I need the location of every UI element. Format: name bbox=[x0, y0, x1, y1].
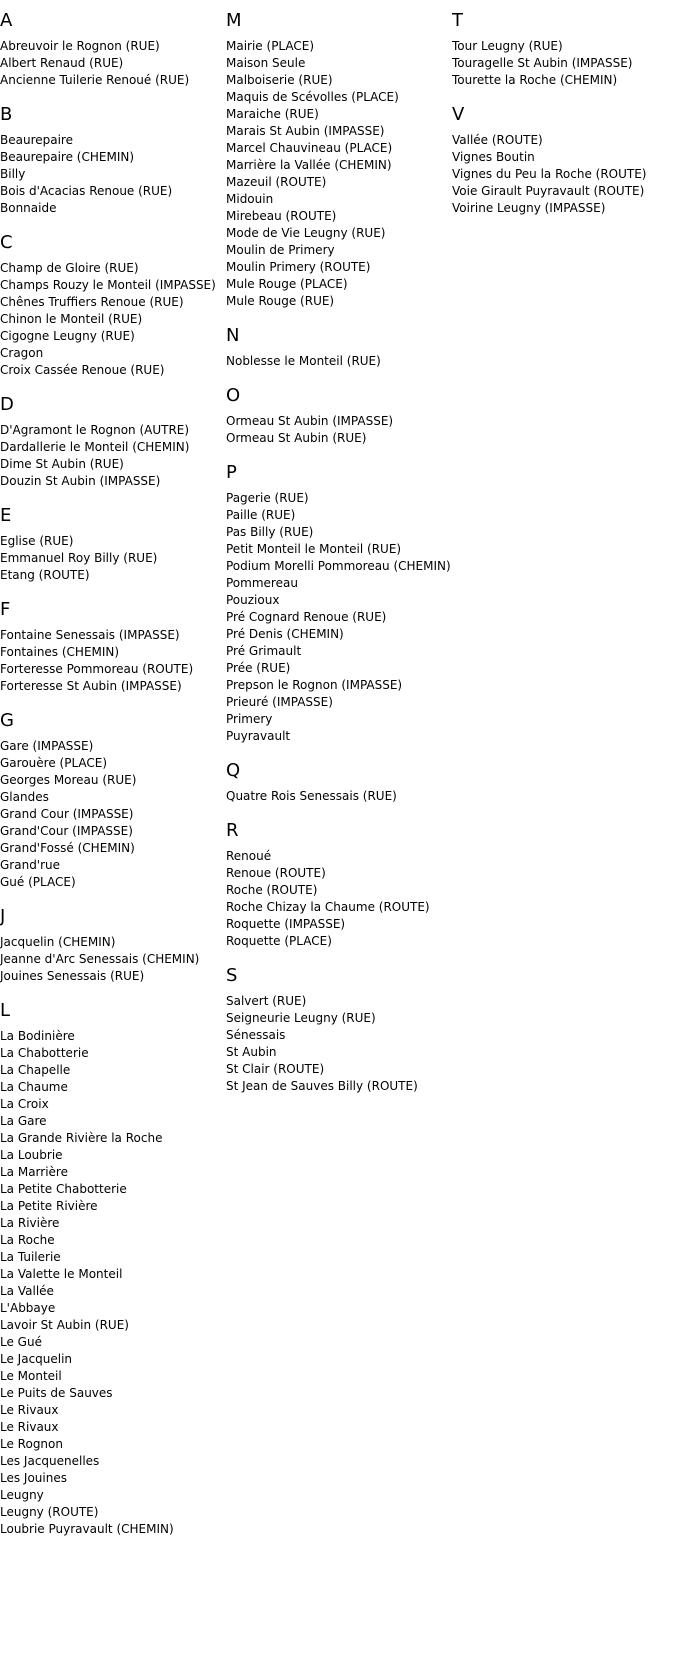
street-list bbox=[226, 993, 452, 1095]
street-link[interactable]: Grand Cour (IMPASSE) bbox=[0, 807, 134, 821]
index-column-3 bbox=[452, 8, 675, 230]
street-link[interactable]: Le Rivaux bbox=[0, 1403, 59, 1417]
street-link[interactable]: Croix Cassée Renoue (RUE) bbox=[0, 363, 165, 377]
street-link[interactable]: Paille (RUE) bbox=[226, 508, 296, 522]
street-link[interactable]: Tourette la Roche (CHEMIN) bbox=[452, 73, 618, 87]
street-link[interactable]: Pas Billy (RUE) bbox=[226, 525, 314, 539]
letter-section bbox=[226, 460, 452, 745]
street-link[interactable]: La Bodinière bbox=[0, 1029, 75, 1043]
street-link[interactable]: Renoue (ROUTE) bbox=[226, 866, 326, 880]
street-list bbox=[226, 848, 452, 950]
street-link[interactable]: Chinon le Monteil (RUE) bbox=[0, 312, 143, 326]
street-link[interactable]: Maraiche (RUE) bbox=[226, 107, 319, 121]
street-link[interactable]: Etang (ROUTE) bbox=[0, 568, 90, 582]
letter-heading: B bbox=[0, 104, 13, 125]
street-link[interactable]: Gué (PLACE) bbox=[0, 875, 76, 889]
index-column-2 bbox=[226, 8, 452, 1108]
street-link[interactable]: La Croix bbox=[0, 1097, 49, 1111]
street-list bbox=[0, 422, 226, 490]
street-link[interactable]: Maison Seule bbox=[226, 56, 306, 70]
street-link[interactable]: Fontaine Senessais (IMPASSE) bbox=[0, 628, 180, 642]
street-link[interactable]: Vignes du Peu la Roche (ROUTE) bbox=[452, 167, 647, 181]
street-link[interactable]: Noblesse le Monteil (RUE) bbox=[226, 354, 381, 368]
street-link[interactable]: Gare (IMPASSE) bbox=[0, 739, 94, 753]
street-list bbox=[226, 490, 452, 745]
street-link[interactable]: Prieuré (IMPASSE) bbox=[226, 695, 333, 709]
street-link[interactable]: Le Monteil bbox=[0, 1369, 62, 1383]
street-link[interactable]: Roquette (IMPASSE) bbox=[226, 917, 346, 931]
letter-section bbox=[0, 102, 226, 217]
street-link[interactable]: Renoué bbox=[226, 849, 272, 863]
street-link[interactable]: Pouzioux bbox=[226, 593, 280, 607]
letter-section bbox=[0, 230, 226, 379]
street-link[interactable]: Quatre Rois Senessais (RUE) bbox=[226, 789, 397, 803]
street-link[interactable]: Dardallerie le Monteil (CHEMIN) bbox=[0, 440, 190, 454]
street-link[interactable]: La Marrière bbox=[0, 1165, 68, 1179]
street-link[interactable]: Loubrie Puyravault (CHEMIN) bbox=[0, 1522, 174, 1536]
street-link[interactable]: Garouère (PLACE) bbox=[0, 756, 108, 770]
street-link[interactable]: Mirebeau (ROUTE) bbox=[226, 209, 337, 223]
street-link[interactable]: Douzin St Aubin (IMPASSE) bbox=[0, 474, 161, 488]
street-link[interactable]: Mode de Vie Leugny (RUE) bbox=[226, 226, 386, 240]
street-link[interactable]: St Jean de Sauves Billy (ROUTE) bbox=[226, 1079, 418, 1093]
street-list bbox=[0, 627, 226, 695]
street-link[interactable]: La Grande Rivière la Roche bbox=[0, 1131, 163, 1145]
street-link[interactable]: Eglise (RUE) bbox=[0, 534, 74, 548]
letter-section bbox=[226, 323, 452, 370]
street-list bbox=[226, 413, 452, 447]
street-link[interactable]: Le Puits de Sauves bbox=[0, 1386, 113, 1400]
street-link[interactable]: Lavoir St Aubin (RUE) bbox=[0, 1318, 129, 1332]
street-list bbox=[452, 132, 675, 217]
street-link[interactable]: Jouines Senessais (RUE) bbox=[0, 969, 145, 983]
street-link[interactable]: Forteresse Pommoreau (ROUTE) bbox=[0, 662, 194, 676]
street-link[interactable]: La Gare bbox=[0, 1114, 47, 1128]
street-list bbox=[0, 132, 226, 217]
street-link[interactable]: Abreuvoir le Rognon (RUE) bbox=[0, 39, 160, 53]
street-link[interactable]: La Chapelle bbox=[0, 1063, 71, 1077]
street-link[interactable]: Dime St Aubin (RUE) bbox=[0, 457, 124, 471]
letter-heading: V bbox=[452, 104, 465, 125]
letter-heading: O bbox=[226, 385, 241, 406]
street-link[interactable]: Bois d'Acacias Renoue (RUE) bbox=[0, 184, 173, 198]
street-link[interactable]: St Clair (ROUTE) bbox=[226, 1062, 325, 1076]
letter-heading: D bbox=[0, 394, 14, 415]
street-link[interactable]: Malboiserie (RUE) bbox=[226, 73, 333, 87]
street-link[interactable]: Le Rognon bbox=[0, 1437, 63, 1451]
street-link[interactable]: Pommereau bbox=[226, 576, 298, 590]
street-link[interactable]: Marcel Chauvineau (PLACE) bbox=[226, 141, 393, 155]
street-list bbox=[226, 788, 452, 805]
letter-heading: Q bbox=[226, 760, 241, 781]
street-link[interactable]: Le Gué bbox=[0, 1335, 42, 1349]
letter-section bbox=[0, 998, 226, 1538]
street-link[interactable]: La Valette le Monteil bbox=[0, 1267, 123, 1281]
street-list bbox=[452, 38, 675, 89]
street-link[interactable]: La Roche bbox=[0, 1233, 55, 1247]
street-link[interactable]: La Chaume bbox=[0, 1080, 68, 1094]
letter-section bbox=[0, 708, 226, 891]
letter-heading: M bbox=[226, 10, 242, 31]
letter-heading: P bbox=[226, 462, 237, 483]
letter-section bbox=[0, 392, 226, 490]
street-link[interactable]: La Rivière bbox=[0, 1216, 60, 1230]
street-link[interactable]: Primery bbox=[226, 712, 273, 726]
street-link[interactable]: Roche Chizay la Chaume (ROUTE) bbox=[226, 900, 430, 914]
street-link[interactable]: D'Agramont le Rognon (AUTRE) bbox=[0, 423, 190, 437]
street-link[interactable]: Albert Renaud (RUE) bbox=[0, 56, 124, 70]
street-list bbox=[0, 260, 226, 379]
street-link[interactable]: Mule Rouge (RUE) bbox=[226, 294, 335, 308]
street-link[interactable]: Fontaines (CHEMIN) bbox=[0, 645, 120, 659]
street-link[interactable]: Maquis de Scévolles (PLACE) bbox=[226, 90, 399, 104]
street-link[interactable]: Voirine Leugny (IMPASSE) bbox=[452, 201, 606, 215]
street-link[interactable]: Beaurepaire (CHEMIN) bbox=[0, 150, 135, 164]
street-list bbox=[0, 1028, 226, 1538]
street-link[interactable]: Pré Denis (CHEMIN) bbox=[226, 627, 344, 641]
street-link[interactable]: Grand'Cour (IMPASSE) bbox=[0, 824, 133, 838]
street-link[interactable]: Prée (RUE) bbox=[226, 661, 291, 675]
street-link[interactable]: Champs Rouzy le Monteil (IMPASSE) bbox=[0, 278, 216, 292]
street-link[interactable]: Podium Morelli Pommoreau (CHEMIN) bbox=[226, 559, 451, 573]
street-link[interactable]: L'Abbaye bbox=[0, 1301, 56, 1315]
street-link[interactable]: Le Rivaux bbox=[0, 1420, 59, 1434]
street-link[interactable]: Jeanne d'Arc Senessais (CHEMIN) bbox=[0, 952, 200, 966]
street-link[interactable]: Tour Leugny (RUE) bbox=[452, 39, 563, 53]
letter-section bbox=[0, 597, 226, 695]
street-list bbox=[0, 533, 226, 584]
street-link[interactable]: Marrière la Vallée (CHEMIN) bbox=[226, 158, 392, 172]
letter-heading: A bbox=[0, 10, 13, 31]
street-link[interactable]: Les Jacquenelles bbox=[0, 1454, 100, 1468]
street-list bbox=[0, 38, 226, 89]
letter-heading: N bbox=[226, 325, 240, 346]
street-link[interactable]: La Vallée bbox=[0, 1284, 54, 1298]
street-link[interactable]: Puyravault bbox=[226, 729, 291, 743]
street-link[interactable]: Sénessais bbox=[226, 1028, 286, 1042]
street-link[interactable]: Mule Rouge (PLACE) bbox=[226, 277, 348, 291]
letter-section bbox=[226, 758, 452, 805]
street-link[interactable]: Forteresse St Aubin (IMPASSE) bbox=[0, 679, 182, 693]
street-link[interactable]: Cigogne Leugny (RUE) bbox=[0, 329, 135, 343]
street-link[interactable]: Les Jouines bbox=[0, 1471, 67, 1485]
street-link[interactable]: Midouin bbox=[226, 192, 274, 206]
street-link[interactable]: Ormeau St Aubin (RUE) bbox=[226, 431, 367, 445]
letter-section bbox=[226, 818, 452, 950]
letter-section bbox=[0, 904, 226, 985]
letter-section bbox=[226, 8, 452, 310]
street-link[interactable]: La Loubrie bbox=[0, 1148, 63, 1162]
street-link[interactable]: Jacquelin (CHEMIN) bbox=[0, 935, 116, 949]
street-link[interactable]: Marais St Aubin (IMPASSE) bbox=[226, 124, 385, 138]
street-link[interactable]: La Petite Rivière bbox=[0, 1199, 98, 1213]
street-link[interactable]: Prepson le Rognon (IMPASSE) bbox=[226, 678, 403, 692]
street-link[interactable]: Roche (ROUTE) bbox=[226, 883, 318, 897]
street-link[interactable]: Ancienne Tuilerie Renoué (RUE) bbox=[0, 73, 190, 87]
letter-heading: T bbox=[452, 10, 463, 31]
letter-heading: S bbox=[226, 965, 238, 986]
street-link[interactable]: Mazeuil (ROUTE) bbox=[226, 175, 327, 189]
street-link[interactable]: Roquette (PLACE) bbox=[226, 934, 332, 948]
letter-heading: C bbox=[0, 232, 13, 253]
street-link[interactable]: Pré Grimault bbox=[226, 644, 302, 658]
street-link[interactable]: La Chabotterie bbox=[0, 1046, 89, 1060]
letter-heading: L bbox=[0, 1000, 11, 1021]
street-link[interactable]: Georges Moreau (RUE) bbox=[0, 773, 137, 787]
letter-section bbox=[226, 963, 452, 1095]
street-link[interactable]: Voie Girault Puyravault (ROUTE) bbox=[452, 184, 645, 198]
street-link[interactable]: Pré Cognard Renoue (RUE) bbox=[226, 610, 387, 624]
letter-section bbox=[452, 102, 675, 217]
street-link[interactable]: St Aubin bbox=[226, 1045, 277, 1059]
street-link[interactable]: Touragelle St Aubin (IMPASSE) bbox=[452, 56, 633, 70]
street-link[interactable]: Emmanuel Roy Billy (RUE) bbox=[0, 551, 158, 565]
street-link[interactable]: Chênes Truffiers Renoue (RUE) bbox=[0, 295, 184, 309]
street-link[interactable]: Leugny (ROUTE) bbox=[0, 1505, 99, 1519]
street-link[interactable]: Billy bbox=[0, 167, 26, 181]
street-link[interactable]: Champ de Gloire (RUE) bbox=[0, 261, 139, 275]
street-list bbox=[226, 353, 452, 370]
letter-section bbox=[226, 383, 452, 447]
street-link[interactable]: Vallée (ROUTE) bbox=[452, 133, 543, 147]
street-link[interactable]: Mairie (PLACE) bbox=[226, 39, 315, 53]
index-column-1 bbox=[0, 8, 226, 1551]
street-link[interactable]: Leugny bbox=[0, 1488, 44, 1502]
street-link[interactable]: Petit Monteil le Monteil (RUE) bbox=[226, 542, 402, 556]
letter-heading: R bbox=[226, 820, 239, 841]
street-link[interactable]: Grand'Fossé (CHEMIN) bbox=[0, 841, 135, 855]
street-link[interactable]: Grand'rue bbox=[0, 858, 61, 872]
street-list bbox=[0, 934, 226, 985]
street-link[interactable]: Moulin Primery (ROUTE) bbox=[226, 260, 371, 274]
street-link[interactable]: Glandes bbox=[0, 790, 49, 804]
letter-section bbox=[0, 503, 226, 584]
street-list bbox=[226, 38, 452, 310]
street-link[interactable]: Salvert (RUE) bbox=[226, 994, 307, 1008]
letter-heading: J bbox=[0, 906, 6, 927]
letter-heading: E bbox=[0, 505, 12, 526]
street-link[interactable]: La Tuilerie bbox=[0, 1250, 61, 1264]
street-link[interactable]: La Petite Chabotterie bbox=[0, 1182, 127, 1196]
street-list bbox=[0, 738, 226, 891]
street-link[interactable]: Cragon bbox=[0, 346, 44, 360]
street-link[interactable]: Moulin de Primery bbox=[226, 243, 335, 257]
street-link[interactable]: Ormeau St Aubin (IMPASSE) bbox=[226, 414, 394, 428]
street-link[interactable]: Vignes Boutin bbox=[452, 150, 535, 164]
letter-section bbox=[452, 8, 675, 89]
street-link[interactable]: Beaurepaire bbox=[0, 133, 73, 147]
street-link[interactable]: Le Jacquelin bbox=[0, 1352, 73, 1366]
street-link[interactable]: Bonnaide bbox=[0, 201, 57, 215]
street-link[interactable]: Pagerie (RUE) bbox=[226, 491, 309, 505]
letter-heading: F bbox=[0, 599, 11, 620]
letter-section bbox=[0, 8, 226, 89]
street-link[interactable]: Seigneurie Leugny (RUE) bbox=[226, 1011, 376, 1025]
letter-heading: G bbox=[0, 710, 14, 731]
